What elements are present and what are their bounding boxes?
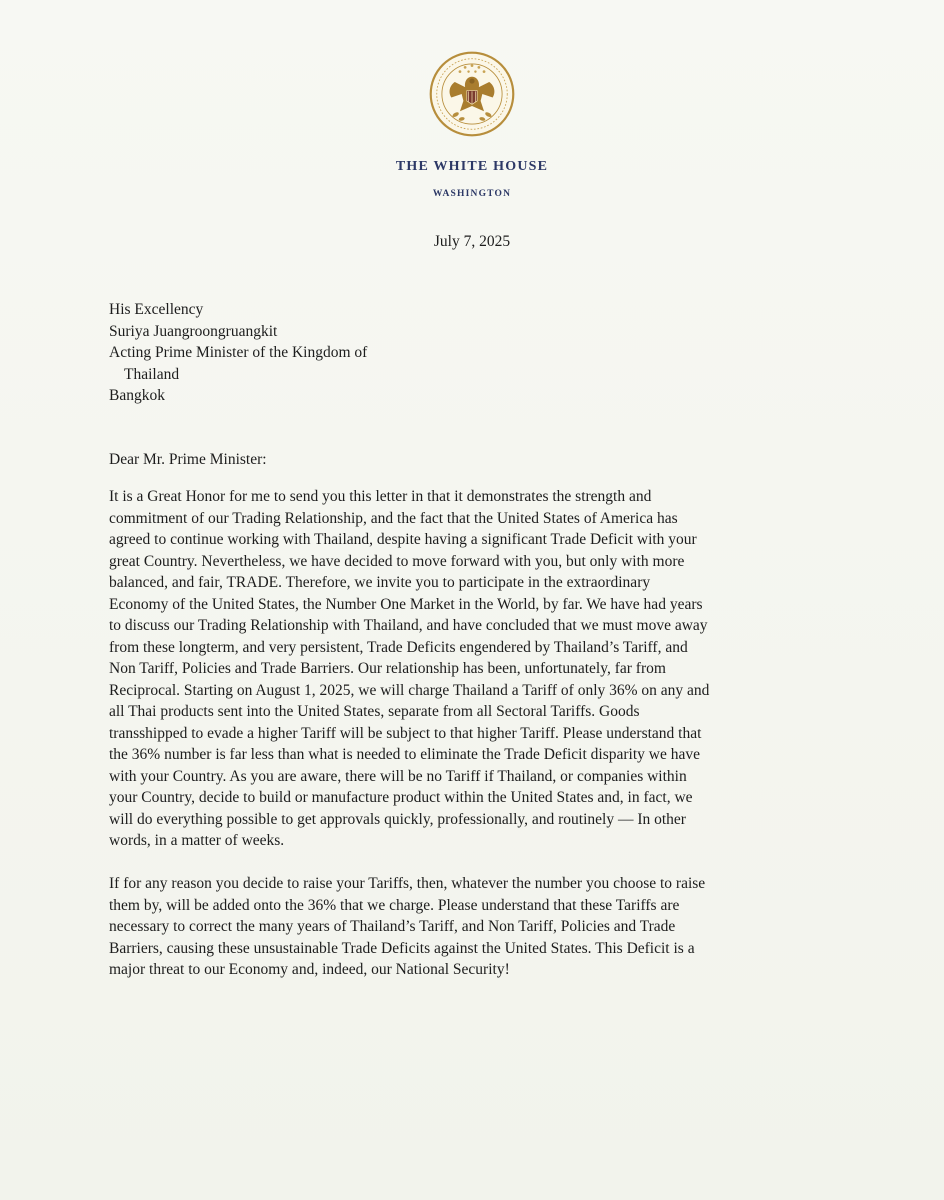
body-paragraph-2 (109, 873, 829, 981)
salutation: Dear Mr. Prime Minister: (109, 451, 267, 468)
paragraph-line: will do everything possible to get approvals quickly, professionally, and routinely — In other (109, 810, 686, 828)
paragraph-line: major threat to our Economy and, indeed, our National Security! (109, 961, 510, 978)
address-line: Acting Prime Minister of the Kingdom of (109, 344, 368, 361)
address-line: Bangkok (109, 387, 165, 404)
paragraph-line: Reciprocal. Starting on August 1, 2025, we will charge Thailand a Tariff of only 36% on any and (109, 681, 710, 699)
paragraph-line: Non Tariff, Policies and Trade Barriers. Our relationship has been, unfortunately, far from (109, 660, 666, 677)
paragraph-line: commitment of our Trading Relationship, and the fact that the United States of America has (109, 509, 678, 527)
letter-date: July 7, 2025 (433, 233, 511, 250)
paragraph-line: Barriers, causing these unsustainable Trade Deficits against the United States. This Deficit is a (109, 939, 695, 957)
letterhead-title: THE WHITE HOUSE (395, 159, 549, 174)
paragraph-line: the 36% number is far less than what is needed to eliminate the Trade Deficit disparity we have (109, 746, 700, 763)
paragraph-line: with your Country. As you are aware, there will be no Tariff if Thailand, or companies within (109, 767, 687, 785)
paragraph-line: great Country. Nevertheless, we have decided to move forward with you, but only with more (109, 552, 685, 570)
paragraph-line: agreed to continue working with Thailand, despite having a significant Trade Deficit with your (109, 531, 697, 548)
presidential-seal-icon (429, 51, 515, 137)
address-line: Suriya Juangroongruangkit (109, 322, 278, 340)
letterhead-subtitle: WASHINGTON (432, 189, 512, 199)
body-paragraph-1 (109, 486, 829, 852)
recipient-address (109, 299, 367, 407)
paragraph-line: all Thai products sent into the United States, separate from all Sectoral Tariffs. Goods (109, 703, 640, 720)
address-line: His Excellency (109, 301, 204, 318)
paragraph-line: words, in a matter of weeks. (109, 832, 285, 849)
paragraph-line: Economy of the United States, the Number One Market in the World, by far. We have had years (109, 595, 703, 613)
paragraph-line: them by, will be added onto the 36% that we charge. Please understand that these Tariffs are (109, 896, 680, 914)
paragraph-line: necessary to correct the many years of Thailand’s Tariff, and Non Tariff, Policies and Trade (109, 918, 676, 935)
paragraph-line: to discuss our Trading Relationship with Thailand, and have concluded that we must move away (109, 617, 708, 634)
address-line: Thailand (124, 365, 180, 383)
paragraph-line: balanced, and fair, TRADE. Therefore, we invite you to participate in the extraordinary (109, 574, 651, 591)
paragraph-line: your Country, decide to build or manufacture product within the United States and, in fact, we (109, 789, 693, 806)
paragraph-line: transshipped to evade a higher Tariff will be subject to that higher Tariff. Please understand that (109, 724, 702, 742)
paragraph-line: from these longterm, and very persistent, Trade Deficits engendered by Thailand’s Tariff, and (109, 638, 688, 656)
paragraph-line: If for any reason you decide to raise your Tariffs, then, whatever the number you choose to raise (109, 875, 706, 892)
paragraph-line: It is a Great Honor for me to send you this letter in that it demonstrates the strength and (109, 488, 652, 505)
